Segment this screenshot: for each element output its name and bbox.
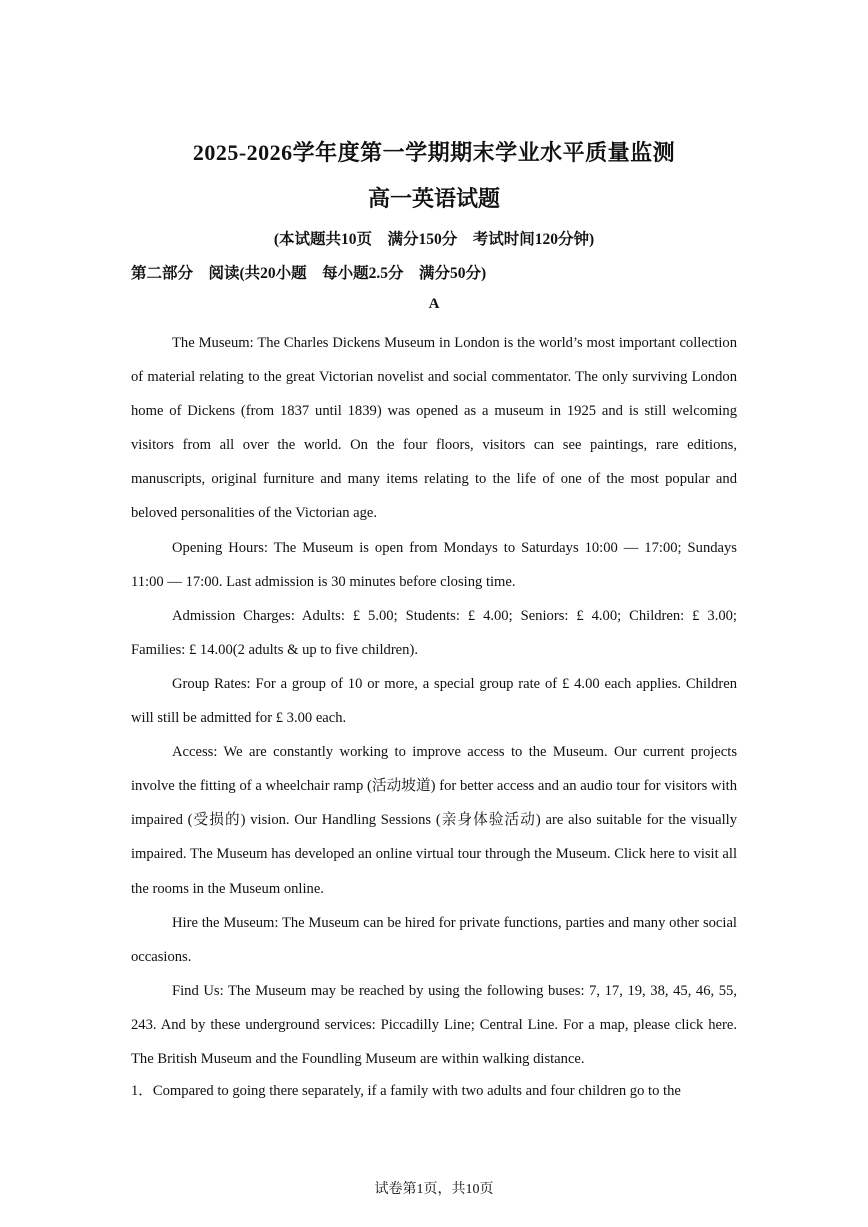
passage-label: A [428, 296, 440, 312]
question-1 [131, 1076, 737, 1106]
paragraph-opening-hours: Opening Hours: The Museum is open from Mondays to Saturdays 10:00 — 17:00; Sundays 11:00 — 17:00. Last admission is 30 minutes before closing time. [131, 539, 737, 590]
paragraph-find-us: Find Us: The Museum may be reached by using the following buses: 7, 17, 19, 38, 45, 46, 55, 243. And by these underground services: Piccadilly Line; Central Line. For a map, please click here. The British Museum and the Foundling Museum are within walking distance. [131, 982, 737, 1067]
question-text: Compared to going there separately, if a family with two adults and four children go to the [152, 1083, 681, 1099]
paragraph-hire: Hire the Museum: The Museum can be hired for private functions, parties and many other social occasions. [131, 914, 737, 965]
paragraph-group-rates: Group Rates: For a group of 10 or more, a special group rate of £ 4.00 each applies. Children will still be admitted for £ 3.00 each. [131, 675, 737, 727]
exam-info: (本试题共10页 满分150分 考试时间120分钟) [273, 231, 595, 248]
question-number: 1． [131, 1083, 153, 1099]
exam-title: 2025-2026学年度第一学期期末学业水平质量监测 [192, 140, 676, 165]
page-footer: 试卷第1页，共10页 [374, 1182, 494, 1197]
section-heading: 第二部分 阅读(共20小题 每小题2.5分 满分50分) [131, 265, 487, 282]
paragraph-access: Access: We are constantly working to improve access to the Museum. Our current projects involve the fitting of a wheelchair ramp (活动坡道) for better access and an audio tour for visitors with impaired (受损的) vision. Our Handling Sessions (亲身体验活动) are also suitable for the visually impaired. The Museum has developed an online virtual tour through the Museum. Click here to visit all the rooms in the Museum online. [131, 744, 737, 897]
exam-subtitle: 高一英语试题 [367, 186, 500, 211]
paragraph-museum: The Museum: The Charles Dickens Museum in London is the world’s most important collection of material relating to the great Victorian novelist and social commentator. The only surviving London home of Dickens (from 1837 until 1839) was opened as a museum in 1925 and is still welcoming visitors from all over the world. On the four floors, visitors can see paintings, rare editions, manuscripts, original furniture and many items relating to the life of one of the most popular and beloved personalities of the Victorian age. [131, 335, 737, 522]
paragraph-admission-charges: Admission Charges: Adults: £ 5.00; Students: £ 4.00; Seniors: £ 4.00; Children: £ 3.00; Families: £ 14.00(2 adults & up to five children). [131, 607, 737, 658]
passage-body [131, 326, 737, 1076]
